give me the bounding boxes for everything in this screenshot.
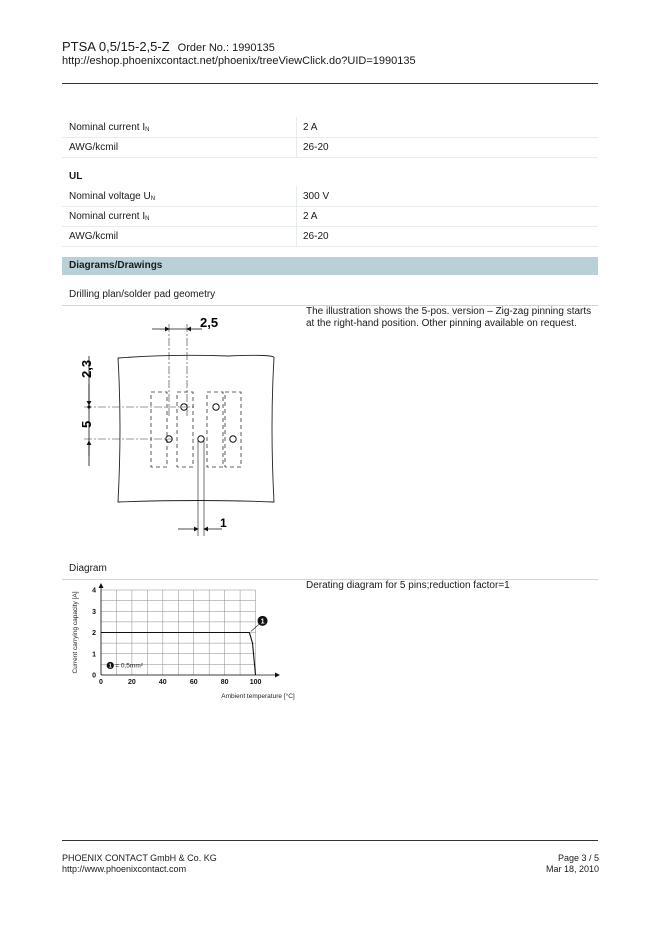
drawing-title: Drilling plan/solder pad geometry — [69, 289, 216, 300]
header-divider — [62, 83, 598, 84]
y-tick-label: 2 — [92, 630, 96, 637]
centre-lines — [84, 324, 194, 439]
x-tick-label: 100 — [249, 679, 262, 686]
spec-value: 2 A — [303, 211, 318, 222]
dim-hole-label: 1 — [220, 516, 227, 530]
chart-ticks — [92, 588, 261, 687]
x-axis-label: Ambient temperature [°C] — [221, 693, 295, 700]
y-tick-label: 0 — [92, 672, 96, 680]
board-outline — [118, 355, 274, 502]
solder-pads — [151, 392, 241, 467]
holes — [166, 404, 236, 442]
ul-heading: UL — [69, 171, 83, 182]
diagram-title: Diagram — [69, 563, 107, 574]
spec-label: Nominal current I — [69, 122, 146, 133]
print-date: Mar 18, 2010 — [545, 864, 599, 874]
marker-leader — [251, 624, 260, 632]
spec-row: Nominal current $I_N$ 2 A — [62, 206, 598, 227]
y-tick-label: 1 — [92, 651, 96, 659]
product-name: PTSA 0,5/15-2,5-Z — [62, 39, 170, 54]
footer-left — [62, 853, 217, 875]
order-number: Order No.: 1990135 — [177, 42, 275, 54]
x-tick-label: 60 — [189, 679, 198, 686]
dim-offset-label: 5 — [79, 420, 94, 428]
x-tick-label: 40 — [158, 679, 167, 686]
chart-legend — [107, 662, 144, 670]
spec-label: AWG/kcmil — [69, 231, 119, 242]
y-tick-label: 4 — [92, 587, 96, 595]
company-name: PHOENIX CONTACT GmbH & Co. KG — [62, 853, 217, 863]
spec-value: 26-20 — [303, 142, 329, 153]
spec-value: 300 V — [303, 191, 330, 202]
x-tick-label: 20 — [128, 679, 136, 686]
spec-value: 26-20 — [303, 231, 329, 242]
x-axis-arrow — [275, 673, 280, 678]
spec-row — [62, 137, 598, 158]
footer-right — [546, 853, 599, 875]
section-title: Diagrams/Drawings — [69, 260, 163, 271]
footer-divider — [62, 840, 598, 841]
spec-label: AWG/kcmil — [69, 142, 119, 153]
spec-value: 2 A — [303, 122, 318, 133]
product-url[interactable]: http://eshop.phoenixcontact.net/phoenix/treeViewClick.do?UID=1990135 — [62, 55, 416, 67]
x-tick-label: 80 — [220, 679, 229, 686]
spec-row — [62, 226, 598, 247]
dim-pitch-label: 2,5 — [200, 315, 219, 330]
derating-chart — [62, 582, 295, 704]
y-axis-arrow — [99, 583, 104, 588]
legend-text: = 0,5mm² — [115, 662, 143, 670]
spec-label: Nominal voltage U — [69, 191, 151, 202]
page-title — [62, 39, 275, 54]
spec-row: Nominal voltage $U_N$ 300 V — [62, 186, 598, 207]
drawing-description: The illustration shows the 5-pos. version – Zig-zag pinning starts at the right-hand position. Other pinning available on request. — [306, 306, 592, 329]
spec-label: Nominal current I — [69, 211, 146, 222]
y-axis-label: Current carrying capacity [A] — [72, 591, 79, 674]
drilling-plan-drawing — [62, 306, 302, 546]
diagram-description: Derating diagram for 5 pins;reduction factor=1 — [306, 580, 510, 591]
legend-marker: 1 — [108, 663, 112, 670]
company-website[interactable]: http://www.phoenixcontact.com — [62, 864, 187, 874]
x-tick-label: 0 — [99, 679, 103, 686]
dim-row-label: 2,3 — [79, 359, 94, 378]
y-tick-label: 3 — [92, 608, 96, 616]
section-header — [62, 257, 598, 275]
page-number: Page 3 / 5 — [557, 853, 599, 863]
spec-row: Nominal current $I_N$ 2 A — [62, 117, 598, 138]
series-marker-label: 1 — [260, 618, 265, 626]
series-marker — [258, 616, 268, 626]
